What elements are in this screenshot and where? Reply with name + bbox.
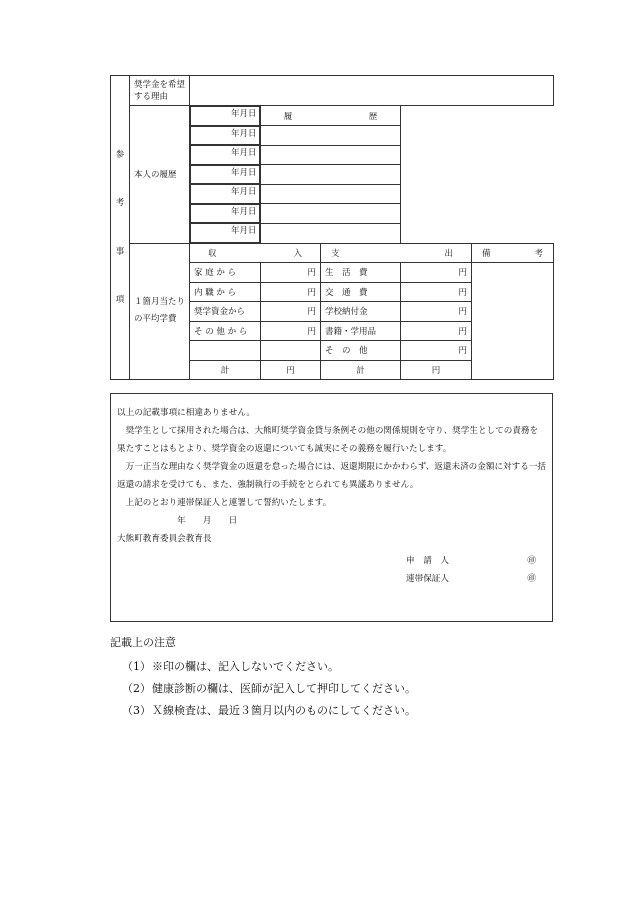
- notes-title: 記載上の注意: [110, 636, 176, 649]
- reference-table: [110, 75, 554, 380]
- notes: [110, 632, 416, 722]
- income-label: そ の 他 か ら: [190, 321, 261, 341]
- income-label: 内 職 か ら: [190, 282, 261, 302]
- expense-total[interactable]: 円: [401, 360, 472, 380]
- expense-amount[interactable]: 円: [401, 282, 472, 302]
- history-date[interactable]: 年 月 日: [190, 204, 260, 224]
- expense-amount[interactable]: 円: [401, 321, 472, 341]
- history-date[interactable]: 年 月 日: [190, 145, 260, 165]
- income-header: 収 入: [190, 243, 321, 263]
- expense-total-label: 計: [321, 360, 401, 380]
- remarks-field[interactable]: [472, 263, 554, 380]
- history-header: 履 歴: [261, 106, 401, 126]
- pledge-addressee: 大熊町教育委員会教育長: [117, 534, 212, 544]
- income-amount[interactable]: 円: [261, 321, 321, 341]
- pledge-p4: 上記のとおり連帯保証人と連署して誓約いたします。: [125, 498, 332, 508]
- pledge-p2: 奨学生として採用された場合は、大熊町奨学資金貸与条例その他の関係規則を守り、奨学生としての責務を果たすことはもとより、奨学資金の返還についても誠実にその義務を履行いたします。: [117, 426, 539, 454]
- income-blank-amount[interactable]: [261, 341, 321, 361]
- expense-label: 書籍・学用品: [321, 321, 401, 341]
- note-item: （2）健康診断の欄は、医師が記入して押印してください。: [122, 682, 416, 695]
- budget-label: １箇月当たりの平均学費: [130, 243, 190, 380]
- history-entry[interactable]: [261, 145, 401, 165]
- pledge-p1: 以上の記載事項に相違ありません。: [117, 408, 256, 418]
- history-date[interactable]: 年 月 日: [190, 223, 260, 243]
- income-amount[interactable]: 円: [261, 282, 321, 302]
- history-entry[interactable]: [261, 223, 401, 243]
- income-total[interactable]: 円: [261, 360, 321, 380]
- guarantor-signature[interactable]: 連帯保証人 ㊞: [117, 570, 546, 588]
- seal-icon: ㊞: [527, 574, 536, 584]
- history-entry[interactable]: [261, 204, 401, 224]
- history-entry[interactable]: [261, 165, 401, 185]
- history-entry[interactable]: [261, 184, 401, 204]
- reason-label: 奨学金を希望する理由: [130, 76, 190, 106]
- expense-amount[interactable]: 円: [401, 263, 472, 283]
- income-label: 奨学資金から: [190, 302, 261, 322]
- pledge-date[interactable]: 年 月 日: [177, 516, 238, 526]
- note-item: （1）※印の欄は、記入しないでください。: [122, 660, 339, 673]
- income-amount[interactable]: 円: [261, 263, 321, 283]
- history-date[interactable]: 年 月 日: [190, 165, 260, 185]
- history-date[interactable]: 年 月 日: [190, 126, 260, 146]
- income-total-label: 計: [190, 360, 261, 380]
- expense-label: 学校納付金: [321, 302, 401, 322]
- history-label: 本人の履歴: [130, 106, 190, 244]
- income-blank[interactable]: [190, 341, 261, 361]
- expense-amount[interactable]: 円: [401, 341, 472, 361]
- expense-label: そ の 他: [321, 341, 401, 361]
- income-amount[interactable]: 円: [261, 302, 321, 322]
- expense-amount[interactable]: 円: [401, 302, 472, 322]
- pledge-p3: 万一正当な理由なく奨学資金の返還を怠った場合には、返還期限にかかわらず、返還未済の金額に対する一括返還の請求を受けても、また、強制執行の手続をとられても異議ありません。: [117, 462, 547, 490]
- expense-label: 交 通 費: [321, 282, 401, 302]
- section-label: 参 考 事 項: [111, 76, 130, 380]
- income-label: 家 庭 か ら: [190, 263, 261, 283]
- expense-header: 支 出: [321, 243, 472, 263]
- applicant-signature[interactable]: 申 請 人 ㊞: [117, 552, 546, 570]
- remarks-header: 備 考: [472, 243, 554, 263]
- history-entry[interactable]: [261, 126, 401, 146]
- history-date[interactable]: 年 月 日: [190, 184, 260, 204]
- history-date[interactable]: 年 月 日: [190, 106, 260, 126]
- seal-icon: ㊞: [527, 556, 536, 566]
- note-item: （3）Ｘ線検査は、最近３箇月以内のものにしてください。: [122, 704, 416, 717]
- reason-field[interactable]: [190, 76, 554, 106]
- pledge-box: [110, 393, 553, 622]
- expense-label: 生 活 費: [321, 263, 401, 283]
